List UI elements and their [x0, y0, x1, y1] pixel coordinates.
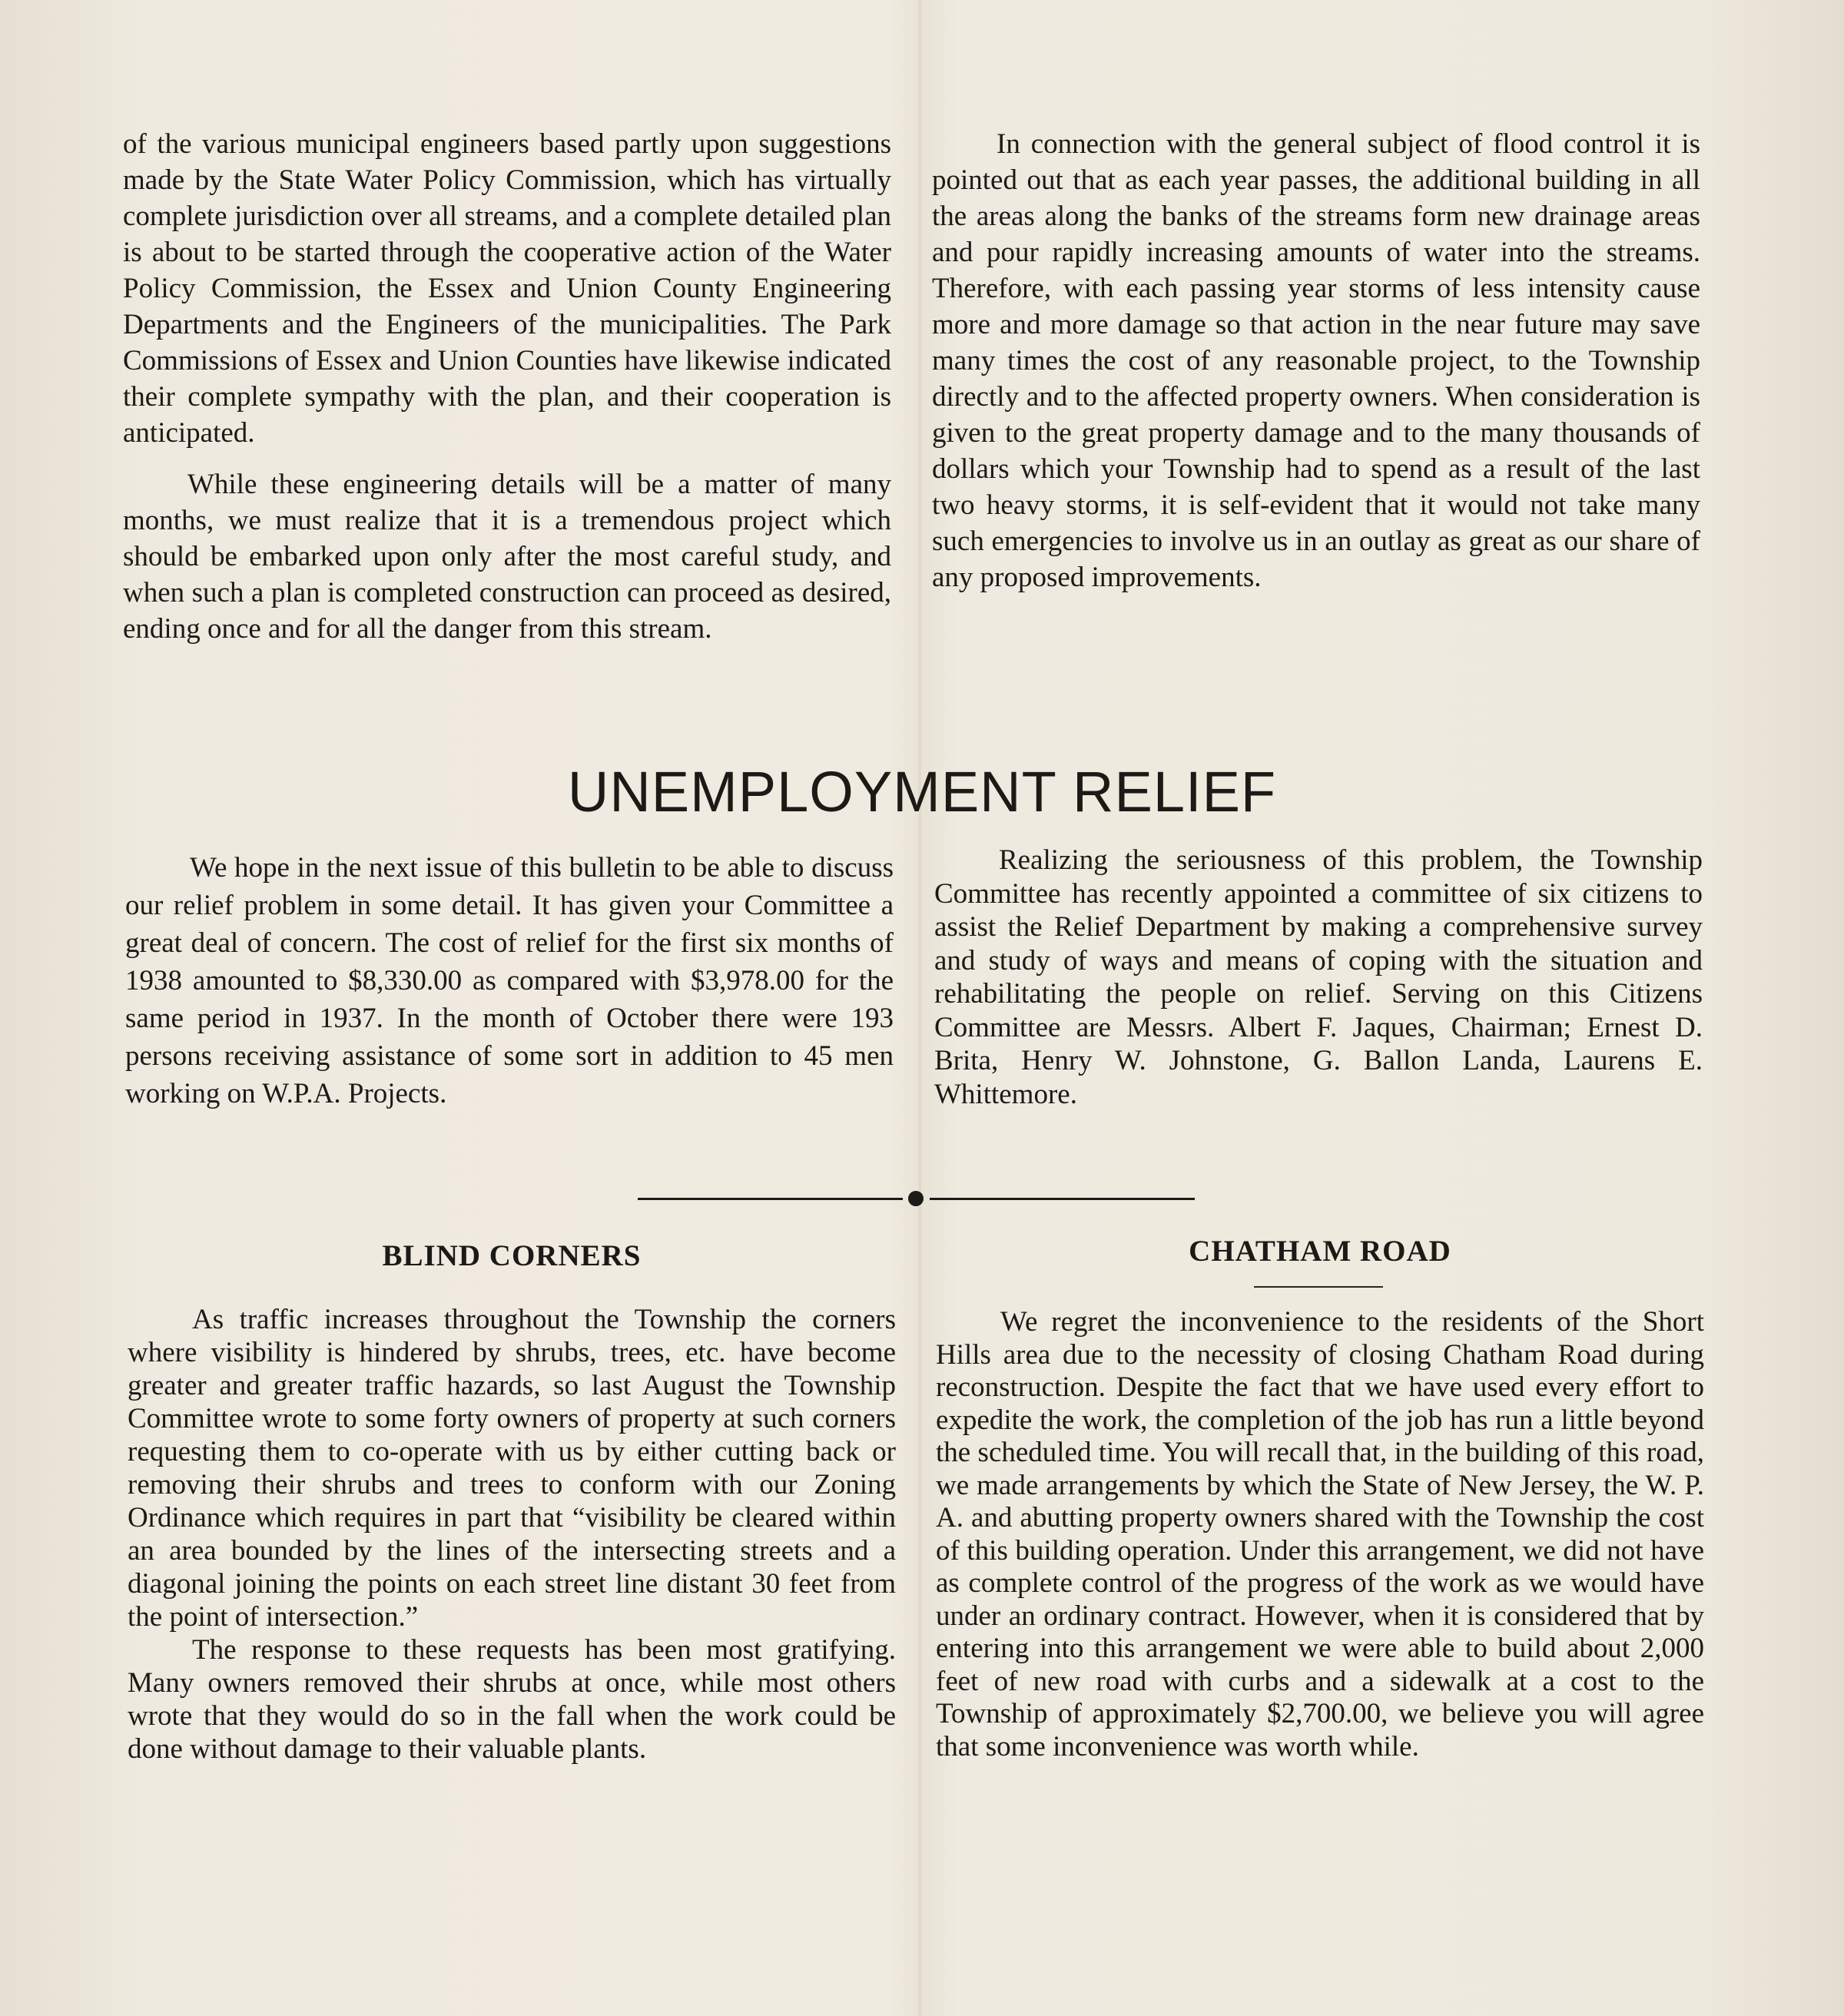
divider-line-left: [638, 1198, 903, 1200]
page-fold: [918, 0, 921, 2016]
divider-line-right: [930, 1198, 1195, 1200]
unemployment-relief-heading: UNEMPLOYMENT RELIEF: [567, 760, 1277, 824]
chatham-road-heading-rule: [1254, 1286, 1383, 1288]
blind-corners-heading: BLIND CORNERS: [382, 1239, 642, 1272]
flood-control-paragraph-1: of the various municipal engineers based partly upon suggestions made by the State Water Policy Commission, which has virtually complete jurisdiction over all streams, and a complete detailed plan is about to be started through the cooperative action of the Water Policy Commission, the Essex and Union County Engineering Departments and the Engineers of the municipalities. The Park Commissions of Essex and Union Counties have likewise indicated their complete sympathy with the plan, and their cooperation is anticipated.: [123, 128, 891, 449]
chatham-road-column: [936, 1306, 1704, 1763]
section-divider: [638, 1191, 1195, 1206]
unemployment-left-column: [125, 849, 894, 1112]
chatham-road-paragraph: We regret the inconvenience to the residents of the Short Hills area due to the necessity of closing Chatham Road during reconstruction. Despite the fact that we have used every effort to expedite the work, the completion of the job has run a little beyond the scheduled time. You will recall that, in the building of this road, we made arrangements by which the State of New Jersey, the W. P. A. and abutting property owners shared with the Township the cost of this building operation. Under this arrangement, we did not have as complete control of the progress of the work as we would have under an ordinary contract. However, when it is considered that by entering into this arrangement we were able to build about 2,000 feet of new road with curbs and a sidewalk at a cost to the Township of approximately $2,700.00, we believe you will agree that some inconvenience was worth while.: [936, 1306, 1704, 1762]
flood-control-left-column: [123, 126, 891, 647]
unemployment-right-column: [934, 844, 1703, 1111]
blind-corners-column: [128, 1303, 896, 1766]
unemployment-paragraph-right: Realizing the seriousness of this problem, the Township Committee has recently appointed a committee of six citizens to assist the Relief Department by making a comprehensive survey and study of ways and means of coping with the situation and rehabilitating the people on relief. Serving on this Citizens Committee are Messrs. Albert F. Jaques, Chairman; Ernest D. Brita, Henry W. Johnstone, G. Ballon Landa, Laurens E. Whittemore.: [934, 844, 1703, 1110]
flood-control-paragraph-3: In connection with the general subject of flood control it is pointed out that as each year passes, the additional building in all the areas along the banks of the streams form new drainage areas and pour rapidly increasing amounts of water into the streams. Therefore, with each passing year storms of less intensity cause more and more damage so that action in the near future may save many times the cost of any reasonable project, to the Township directly and to the affected property owners. When consideration is given to the great property damage and to the many thousands of dollars which your Township had to spend as a result of the last two heavy storms, it is self-evident that it would not take many such emergencies to involve us in an outlay as great as our share of any proposed improvements.: [932, 128, 1700, 593]
blind-corners-paragraph-1: As traffic increases throughout the Township the corners where visibility is hindered by shrubs, trees, etc. have become greater and greater traffic hazards, so last August the Township Committee wrote to some forty owners of property at such corners requesting them to co-operate with us by either cutting back or removing their shrubs and trees to conform with our Zoning Ordinance which requires in part that “visibility be cleared within an area bounded by the lines of the intersecting streets and a diagonal joining the points on each street line distant 30 feet from the point of intersection.”: [128, 1304, 896, 1633]
divider-dot: [908, 1191, 924, 1206]
flood-control-right-column: [932, 126, 1700, 595]
flood-control-paragraph-2: While these engineering details will be a matter of many months, we must realize that it is a tremendous project which should be embarked upon only after the most careful study, and when such a plan is completed construction can proceed as desired, ending once and for all the danger from this stream.: [123, 469, 891, 645]
chatham-road-heading: CHATHAM ROAD: [1189, 1235, 1451, 1268]
blind-corners-paragraph-2: The response to these requests has been most gratifying. Many owners removed their shrubs at once, while most others wrote that they would do so in the fall when the work could be done without damage to their valuable plants.: [128, 1634, 896, 1765]
unemployment-paragraph-left: We hope in the next issue of this bulletin to be able to discuss our relief problem in some detail. It has given your Committee a great deal of concern. The cost of relief for the first six months of 1938 amounted to $8,330.00 as compared with $3,978.00 for the same period in 1937. In the month of October there were 193 persons receiving assistance of some sort in addition to 45 men working on W.P.A. Projects.: [125, 852, 894, 1109]
